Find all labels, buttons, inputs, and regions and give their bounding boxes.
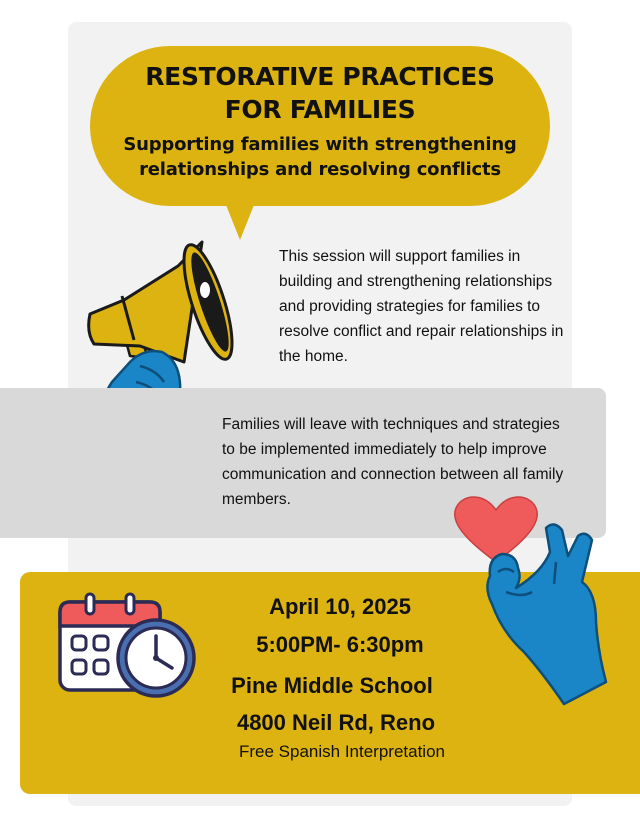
description-paragraph-2: Families will leave with techniques and strategies to be implemented immediately to help improve communication and connection between all family members. (222, 416, 564, 508)
flyer-subtitle (90, 132, 550, 182)
event-location: Pine Middle School (231, 673, 433, 698)
description-paragraph-1: This session will support families in building and strengthening relationships and providing strategies for families to resolve conflict and repair relationships in the home. (279, 248, 564, 365)
flyer-title (90, 60, 550, 126)
subtitle-line-1: Supporting families with strengthening (123, 134, 517, 155)
title-line-2: FOR FAMILIES (224, 95, 416, 124)
event-address: 4800 Neil Rd, Reno (236, 710, 436, 735)
event-note: Free Spanish Interpretation (238, 742, 445, 761)
heart-hand-icon (446, 492, 610, 714)
event-date: April 10, 2025 (269, 594, 411, 619)
title-line-1: RESTORATIVE PRACTICES (145, 62, 495, 91)
subtitle-line-2: relationships and resolving conflicts (139, 159, 501, 180)
event-time: 5:00PM- 6:30pm (256, 632, 424, 657)
calendar-clock-icon (56, 592, 200, 700)
